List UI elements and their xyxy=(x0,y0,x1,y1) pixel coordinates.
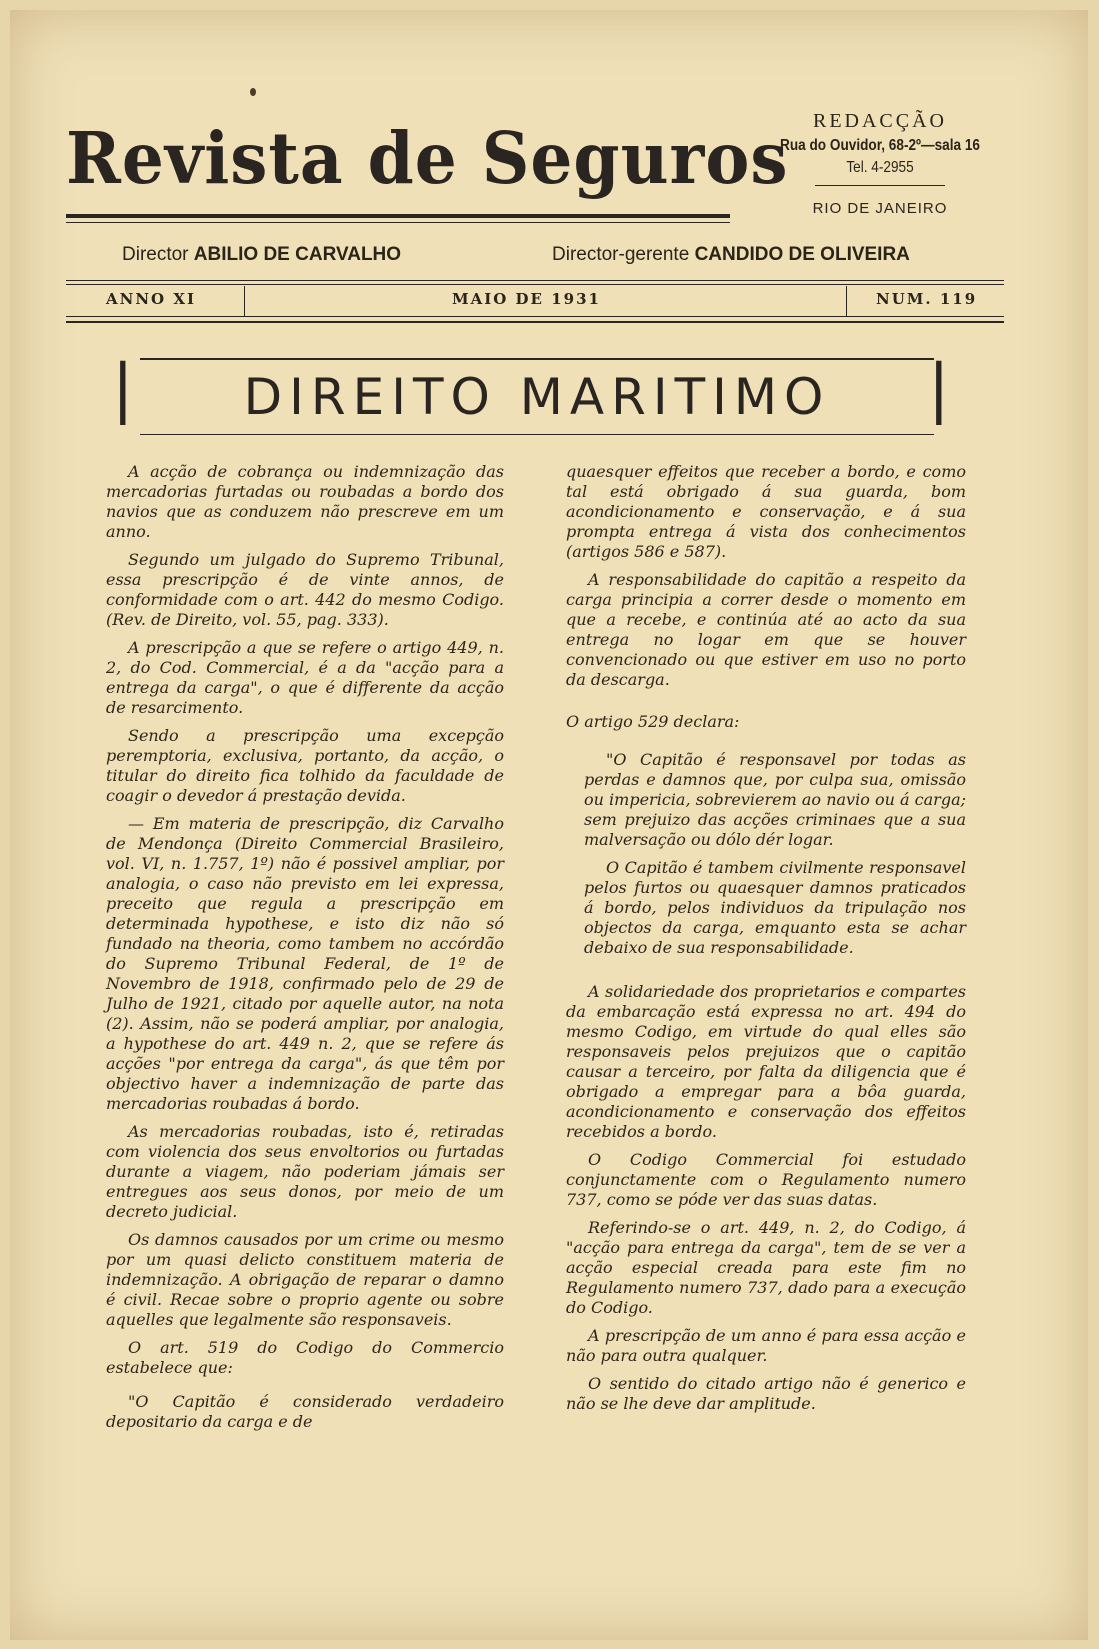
issue-rule-bottom-2 xyxy=(66,321,1004,323)
paragraph: O Codigo Commercial foi estudado conjunctamente com o Regulamento numero 737, como se póde ver das suas datas. xyxy=(566,1150,966,1209)
masthead-title: Revista de Seguros xyxy=(66,116,789,201)
quote-paragraph: "O Capitão é considerado verdadeiro depositario da carga e de xyxy=(106,1392,504,1431)
paragraph: As mercadorias roubadas, isto é, retiradas com violencia dos seus envoltorios ou furtadas durante a viagem, não poderiam jámais ser entregues aos seus donos, por meio de um decreto judicial. xyxy=(106,1122,504,1221)
title-rule-thick xyxy=(66,214,730,218)
ink-smudge xyxy=(250,88,256,96)
paragraph: quaesquer effeitos que receber a bordo, e como tal está obrigado á sua guarda, bom acondicionamento e conservação, e á sua prompta entrega á vista dos conhecimentos (artigos 586 e 587). xyxy=(566,462,966,561)
issue-rule-bottom xyxy=(66,316,1004,317)
paragraph: — Em materia de prescripção, diz Carvalho de Mendonça (Direito Commercial Brasileiro, vol. VI, n. 1.757, 1º) não é possivel ampliar, por analogia, o caso não previsto em lei expressa, preceito que regula a prescripção em determinada hypothese, e isto diz não só fundado na theoria, como tambem no accórdão do Supremo Tribunal Federal, de 1º de Novembro de 1918, confirmado pelo de 29 de Julho de 1921, citado por aquelle autor, na nota (2). Assim, não se poderá ampliar, por analogia, a hypothese do art. 449 n. 2, que se refere ás acções "por entrega da carga", ás que têm por objectivo haver a indemnização de parte das mercadorias roubadas á bordo. xyxy=(106,814,504,1113)
article-left-column xyxy=(106,462,504,1440)
editorial-office-block xyxy=(760,110,1000,217)
quote-paragraph: "O Capitão é responsavel por todas as perdas e damnos que, por culpa sua, omissão ou impericia, sobrevierem ao navio ou á carga; sem prejuizo das acções criminaes que a sua malversação ou dólo dér logar. xyxy=(584,750,966,849)
paragraph: O artigo 529 declara: xyxy=(566,712,740,731)
left-bracket-ornament: | xyxy=(112,352,134,426)
paragraph: Sendo a prescripção uma excepção peremptoria, exclusiva, portanto, da acção, o titular do direito fica tolhido da faculdade de coagir o devedor á prestação devida. xyxy=(106,726,504,805)
paragraph: Os damnos causados por um crime ou mesmo por um quasi delicto constituem materia de indemnização. A obrigação de reparar o damno é civil. Recae sobre o proprio agente ou sobre aquelles que legalmente são responsaveis. xyxy=(106,1230,504,1329)
office-city: RIO DE JANEIRO xyxy=(812,200,948,217)
redaccao-label: REDACÇÃO xyxy=(812,110,947,132)
paragraph: A prescripção de um anno é para essa acção e não para outra qualquer. xyxy=(566,1326,966,1365)
issue-year: ANNO XI xyxy=(106,290,197,308)
paragraph: A solidariedade dos proprietarios e compartes da embarcação está expressa no art. 494 do mesmo Codigo, em virtude do qual elles são responsaveis pelos prejuizos que o capitão causar a terceiro, por falta da diligencia que é obrigado a empregar para a bôa guarda, acondicionamento e conservação dos effeitos recebidos a bordo. xyxy=(566,982,966,1141)
right-bracket-ornament: | xyxy=(928,352,950,426)
manager-line xyxy=(552,244,910,266)
issue-divider-left xyxy=(244,286,245,316)
issue-divider-right xyxy=(846,286,847,316)
office-telephone: Tel. 4-2955 xyxy=(846,159,914,176)
manager-name: CANDIDO DE OLIVEIRA xyxy=(694,244,910,265)
director-name: ABILIO DE CARVALHO xyxy=(193,244,402,265)
issue-rule-top-2 xyxy=(66,284,1004,285)
paragraph: O sentido do citado artigo não é generico e não se lhe deve dar amplitude. xyxy=(566,1374,966,1413)
director-label: Director xyxy=(122,244,189,265)
paragraph: A responsabilidade do capitão a respeito da carga principia a correr desde o momento em que a recebe, e continúa até ao acto da sua entrega no logar em que se houver convencionado ou que estiver em uso no porto da descarga. xyxy=(566,570,966,689)
paragraph: Referindo-se o art. 449, n. 2, do Codigo, á "acção para entrega da carga", tem de se ver a acção especial creada para este fim no Regulamento numero 737, dado para a execução do Codigo. xyxy=(566,1218,966,1317)
title-rule-thin xyxy=(66,222,730,223)
office-divider xyxy=(815,185,945,186)
director-line xyxy=(122,244,401,266)
paragraph: A prescripção a que se refere o artigo 449, n. 2, do Cod. Commercial, é a da "acção para a entrega da carga", o que é differente da acção de resarcimento. xyxy=(106,638,504,717)
quote-paragraph: O Capitão é tambem civilmente responsavel pelos furtos ou quaesquer damnos praticados á bordo, pelos individuos da tripulação nos objectos da carga, emquanto esta se achar debaixo de sua responsabilidade. xyxy=(584,858,966,957)
issue-rule-top xyxy=(66,280,1004,281)
paragraph: O art. 519 do Codigo do Commercio estabelece que: xyxy=(106,1338,504,1377)
article-right-column xyxy=(566,462,966,1422)
paragraph: A acção de cobrança ou indemnização das mercadorias furtadas ou roubadas a bordo dos navios que as conduzem não prescreve em um anno. xyxy=(106,462,504,541)
office-address: Rua do Ouvidor, 68-2º—sala 16 xyxy=(780,137,980,154)
section-title: DIREITO MARITIMO xyxy=(243,368,831,426)
issue-number: NUM. 119 xyxy=(876,290,978,308)
paragraph: Segundo um julgado do Supremo Tribunal, essa prescripção é de vinte annos, de conformidade com o art. 442 do mesmo Codigo. (Rev. de Direito, vol. 55, pag. 333). xyxy=(106,550,504,629)
manager-label: Director-gerente xyxy=(552,244,690,265)
issue-date: MAIO DE 1931 xyxy=(452,290,601,308)
